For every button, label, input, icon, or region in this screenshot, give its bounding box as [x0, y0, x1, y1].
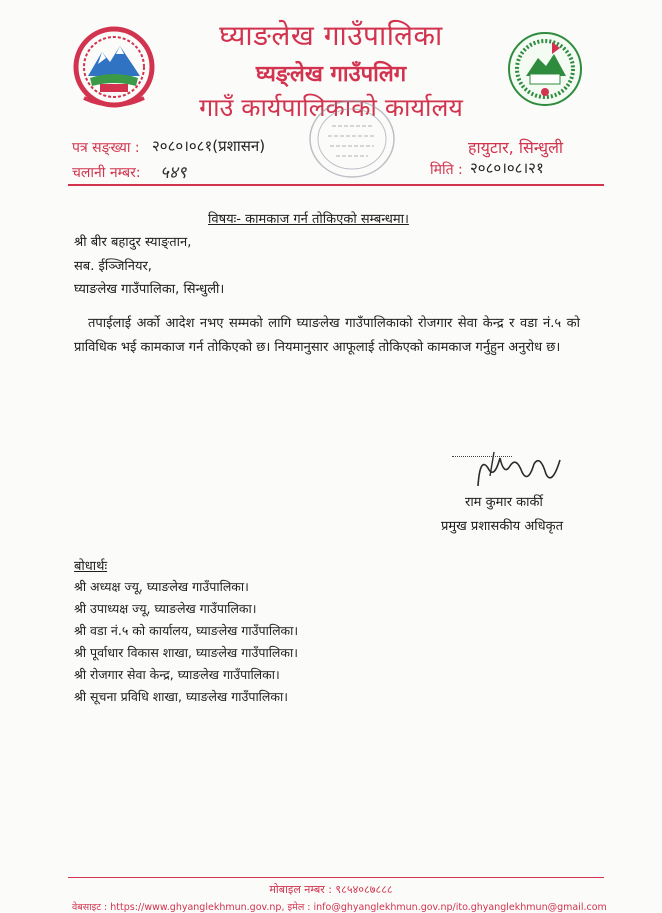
footer-web-email: वेबसाइट : https://www.ghyanglekhmun.gov.np, इमेल : info@ghyanglekhmun.gov.np/ito.ghyanglekhmun@gmail.com: [72, 902, 607, 913]
cc-item: श्री अध्यक्ष ज्यू, घ्याङलेख गाउँपालिका।: [74, 579, 249, 594]
cc-item: श्री उपाध्यक्ष ज्यू, घ्याङलेख गाउँपालिका।: [74, 601, 257, 616]
letter-subject: विषयः- कामकाज गर्न तोकिएको सम्बन्धमा।: [208, 212, 409, 227]
dispatch-number-label: चलानी नम्बर:: [72, 165, 141, 181]
recipient-office: घ्याङलेख गाउँपालिका, सिन्धुली।: [74, 282, 225, 297]
cc-label: बोधार्थः: [74, 559, 108, 574]
ref-number-value: २०८०।०८१(प्रशासन): [152, 137, 266, 155]
cc-item: श्री वडा नं.५ को कार्यालय, घ्याङलेख गाउँपालिका।: [74, 623, 299, 638]
footer-mobile: मोबाइल नम्बर : ९८५४०८७८८८: [269, 883, 393, 896]
ref-number-label: पत्र सङ्ख्या :: [72, 140, 140, 156]
date-value: २०८०।०८।२१: [470, 159, 544, 177]
recipient-title: सब. ईञ्जिनियर,: [74, 259, 152, 274]
cc-item: श्री रोजगार सेवा केन्द्र, घ्याङलेख गाउँपालिका।: [74, 667, 280, 682]
footer-divider: [68, 877, 604, 878]
municipality-name: घ्याङलेख गाउँपालिका: [219, 19, 443, 52]
office-stamp-icon: [306, 96, 398, 182]
letter-body: तपाईलाई अर्को आदेश नभए सम्मको लागि घ्याङलेख गाउँपालिकाको रोजगार सेवा केन्द्र र वडा नं.५ को प्राविधिक भई कामकाज गर्न तोकिएको छ। नियमानुसार आफूलाई तोकिएको कामकाज गर्नुहुन अनुरोध छ।: [74, 316, 580, 355]
signatory-name: राम कुमार कार्की: [465, 495, 543, 510]
signatory-title: प्रमुख प्रशासकीय अधिकृत: [441, 519, 564, 534]
recipient-name: श्री बीर बहादुर स्याङ्तान,: [74, 235, 192, 250]
cc-item: श्री पूर्वाधार विकास शाखा, घ्याङलेख गाउँपालिका।: [74, 645, 298, 660]
header-divider: [68, 184, 604, 186]
office-name: गाउँ कार्यपालिकाको कार्यालय: [199, 93, 463, 122]
municipality-name-tamang: घ्यङ्लेख गाउँपलिग: [255, 62, 407, 87]
cc-item: श्री सूचना प्रविधि शाखा, घ्याङलेख गाउँपालिका।: [74, 689, 288, 704]
office-location: हायुटार, सिन्धुली: [468, 138, 564, 157]
dispatch-number-value: ५४९: [160, 163, 187, 183]
date-label: मिति :: [430, 162, 463, 178]
handwritten-signature-icon: [470, 446, 570, 496]
